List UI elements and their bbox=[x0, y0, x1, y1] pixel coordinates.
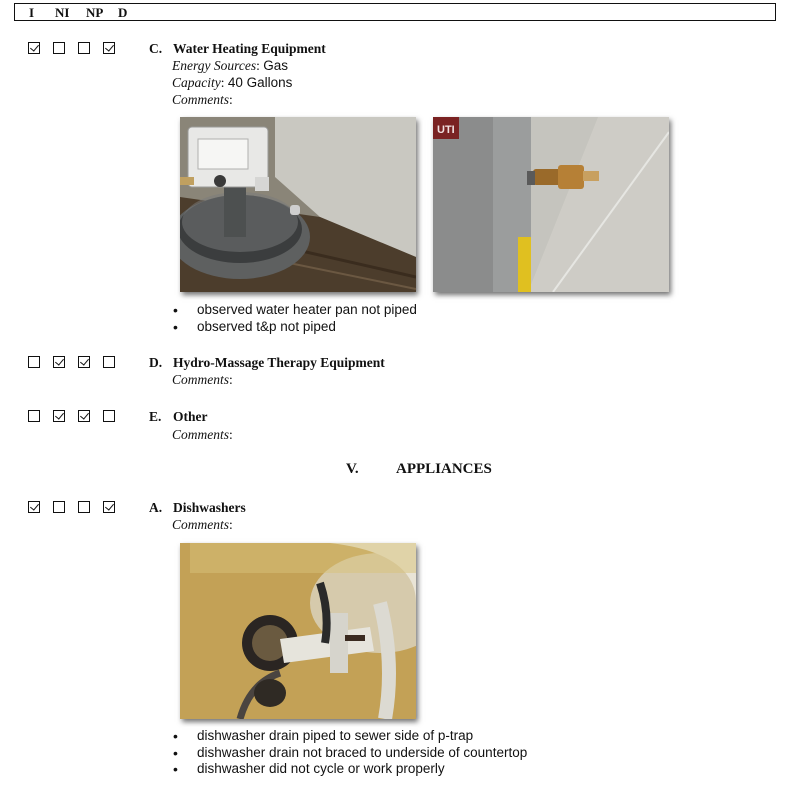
section-d-checkboxes bbox=[28, 356, 128, 368]
checkbox-not-inspected[interactable] bbox=[53, 410, 65, 422]
checkbox-not-inspected[interactable] bbox=[53, 501, 65, 513]
legend-not-inspected: NI bbox=[55, 5, 70, 20]
comments-label: Comments bbox=[172, 372, 229, 387]
checkbox-not-inspected[interactable] bbox=[53, 42, 65, 54]
checkbox-deficient[interactable] bbox=[103, 501, 115, 513]
svg-text:UTI: UTI bbox=[437, 124, 455, 136]
legend-not-present: NP bbox=[86, 5, 104, 20]
comments-label: Comments bbox=[172, 427, 229, 442]
water-heater-photo bbox=[180, 117, 416, 292]
section-name: Water Heating Equipment bbox=[173, 41, 326, 56]
checkbox-inspected[interactable] bbox=[28, 410, 40, 422]
checkbox-deficient[interactable] bbox=[103, 42, 115, 54]
section-a-checkboxes bbox=[28, 501, 128, 513]
appliances-heading bbox=[346, 461, 492, 478]
water-heater-bullets bbox=[172, 302, 417, 335]
capacity-value: 40 Gallons bbox=[227, 75, 293, 90]
section-c-checkboxes bbox=[28, 42, 128, 54]
section-c-title bbox=[149, 41, 326, 57]
section-name: Other bbox=[173, 409, 208, 424]
list-item: • dishwasher drain not braced to underside of countertop bbox=[172, 745, 527, 762]
capacity-label: Capacity bbox=[172, 75, 221, 90]
checkbox-not-present[interactable] bbox=[78, 42, 90, 54]
section-e-title bbox=[149, 409, 208, 425]
heading-title: APPLIANCES bbox=[396, 461, 492, 477]
comments-line: Comments: bbox=[172, 517, 233, 532]
checkbox-deficient[interactable] bbox=[103, 356, 115, 368]
section-letter: A. bbox=[149, 500, 163, 515]
energy-sources-line: Energy Sources: Gas bbox=[172, 58, 289, 73]
comments-line: Comments: bbox=[172, 372, 233, 387]
comments-label: Comments bbox=[172, 92, 229, 107]
energy-sources-label: Energy Sources bbox=[172, 58, 257, 73]
tp-valve-photo bbox=[433, 117, 669, 292]
comments-line: Comments: bbox=[172, 92, 233, 107]
comments-line: Comments: bbox=[172, 427, 233, 442]
legend-deficient: D bbox=[118, 5, 128, 20]
inspection-legend-bar bbox=[14, 3, 776, 21]
list-item: • dishwasher drain piped to sewer side of p-trap bbox=[172, 728, 527, 745]
checkbox-not-present[interactable] bbox=[78, 501, 90, 513]
section-a-title bbox=[149, 500, 246, 516]
section-letter: C. bbox=[149, 41, 163, 56]
comments-label: Comments bbox=[172, 517, 229, 532]
section-name: Dishwashers bbox=[173, 500, 246, 515]
checkbox-inspected[interactable] bbox=[28, 42, 40, 54]
heading-number: V. bbox=[346, 461, 359, 477]
dishwasher-drain-photo bbox=[180, 543, 416, 719]
section-d-title bbox=[149, 355, 385, 371]
dishwasher-bullets bbox=[172, 728, 527, 778]
checkbox-inspected[interactable] bbox=[28, 501, 40, 513]
capacity-line: Capacity: 40 Gallons bbox=[172, 75, 293, 90]
energy-sources-value: Gas bbox=[263, 58, 289, 73]
list-item: • observed t&p not piped bbox=[172, 319, 417, 336]
section-name: Hydro-Massage Therapy Equipment bbox=[173, 355, 385, 370]
section-letter: E. bbox=[149, 409, 162, 424]
list-item: • observed water heater pan not piped bbox=[172, 302, 417, 319]
list-item: • dishwasher did not cycle or work properly bbox=[172, 761, 527, 778]
checkbox-not-present[interactable] bbox=[78, 356, 90, 368]
section-letter: D. bbox=[149, 355, 163, 370]
checkbox-deficient[interactable] bbox=[103, 410, 115, 422]
checkbox-not-present[interactable] bbox=[78, 410, 90, 422]
section-e-checkboxes bbox=[28, 410, 128, 422]
checkbox-inspected[interactable] bbox=[28, 356, 40, 368]
legend-inspected: I bbox=[29, 5, 35, 20]
checkbox-not-inspected[interactable] bbox=[53, 356, 65, 368]
